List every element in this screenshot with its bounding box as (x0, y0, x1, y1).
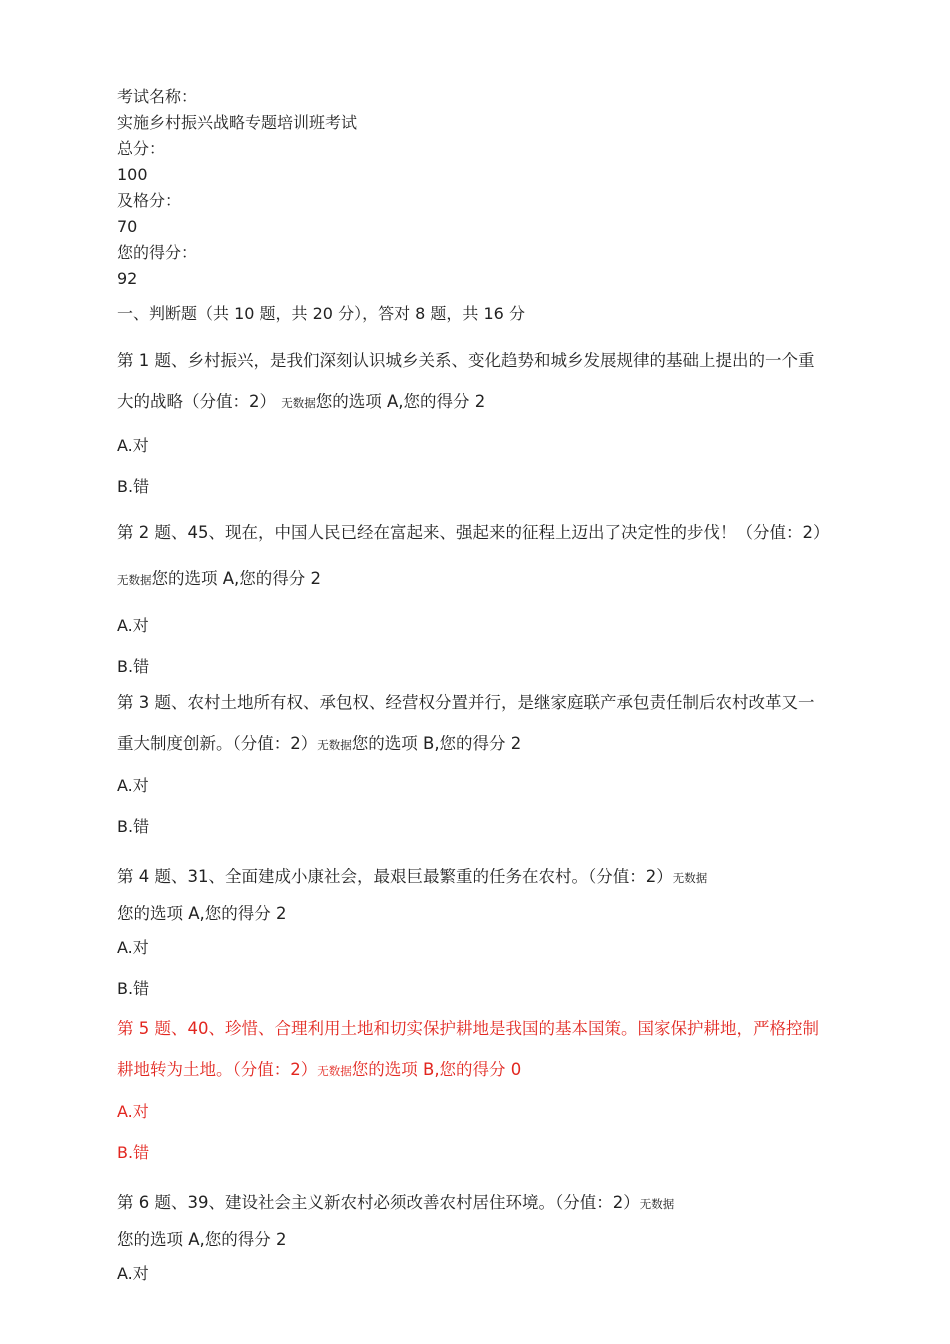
no-data-note: 无数据 (281, 396, 316, 410)
question-stem: 第 6 题、39、建设社会主义新农村必须改善农村居住环境。（分值：2） (117, 1193, 640, 1212)
total-score-value: 100 (117, 165, 148, 184)
question-1 (117, 340, 827, 497)
question-stem: 第 1 题、乡村振兴，是我们深刻认识城乡关系、变化趋势和城乡发展规律的基础上提出的一个重大的战略（分值：2） (117, 351, 815, 411)
your-score-value: 92 (117, 269, 138, 288)
question-text (117, 1008, 827, 1092)
no-data-note: 无数据 (672, 871, 708, 885)
no-data-note: 无数据 (317, 1064, 352, 1078)
exam-name: 实施乡村振兴战略专题培训班考试 (117, 113, 358, 132)
question-2 (117, 510, 830, 677)
question-stem: 第 2 题、45、现在，中国人民已经在富起来、强起来的征程上迈出了决定性的步伐！（分值：2） (117, 523, 830, 542)
option-b: B.错 (117, 979, 150, 998)
question-text (117, 510, 830, 603)
question-result: 您的选项 B,您的得分 2 (351, 734, 522, 753)
question-text (117, 682, 827, 766)
exam-result-document (117, 84, 830, 1284)
question-result: 您的选项 A,您的得分 2 (117, 904, 287, 923)
option-a: A.对 (117, 436, 149, 455)
question-result: 您的选项 A,您的得分 2 (117, 1230, 287, 1249)
question-text (117, 859, 827, 932)
pass-score-label: 及格分： (117, 191, 182, 210)
question-6 (117, 1185, 827, 1284)
question-result: 您的选项 A,您的得分 2 (151, 569, 322, 588)
question-text (117, 340, 827, 424)
option-b: B.错 (117, 817, 150, 836)
exam-name-label: 考试名称： (117, 87, 198, 106)
no-data-note: 无数据 (117, 573, 152, 587)
option-b: B.错 (117, 477, 150, 496)
question-5 (117, 1008, 827, 1163)
section-title: 一、判断题（共 10 题，共 20 分），答对 8 题，共 16 分 (117, 304, 525, 323)
total-score-label: 总分： (117, 139, 166, 158)
option-b: B.错 (117, 1143, 150, 1162)
question-3 (117, 682, 827, 837)
question-text (117, 1185, 827, 1258)
question-stem: 第 4 题、31、全面建成小康社会，最艰巨最繁重的任务在农村。（分值：2） (117, 867, 673, 886)
option-a: A.对 (117, 938, 149, 957)
question-stem: 第 3 题、农村土地所有权、承包权、经营权分置并行，是继家庭联产承包责任制后农村改革又一重大制度创新。（分值：2） (117, 693, 815, 753)
question-4 (117, 859, 827, 999)
option-a: A.对 (117, 1264, 149, 1283)
question-result: 您的选项 A,您的得分 2 (315, 392, 486, 411)
your-score-label: 您的得分： (117, 243, 198, 262)
question-stem: 第 5 题、40、珍惜、合理利用土地和切实保护耕地是我国的基本国策。国家保护耕地，严格控制耕地转为土地。（分值：2） (117, 1019, 819, 1079)
no-data-note: 无数据 (639, 1197, 675, 1211)
option-a: A.对 (117, 776, 149, 795)
question-result: 您的选项 B,您的得分 0 (351, 1060, 522, 1079)
no-data-note: 无数据 (317, 738, 352, 752)
option-b: B.错 (117, 657, 150, 676)
pass-score-value: 70 (117, 217, 138, 236)
option-a: A.对 (117, 616, 149, 635)
option-a: A.对 (117, 1102, 149, 1121)
